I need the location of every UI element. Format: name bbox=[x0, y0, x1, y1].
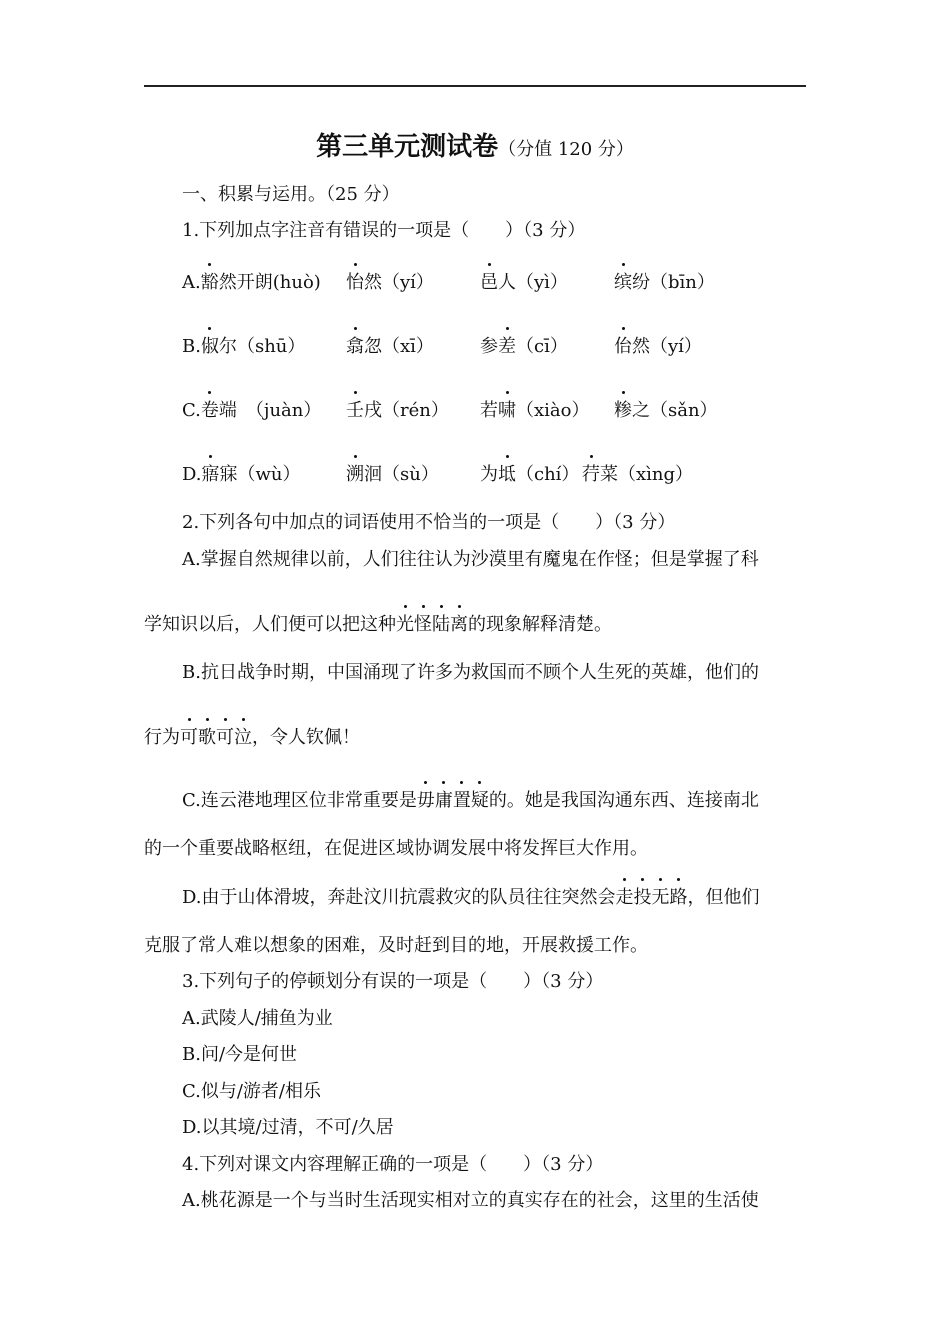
q1-option-c4: 糁之（sǎn） bbox=[614, 400, 718, 421]
q1-option-b2: 翕忽（xī） bbox=[346, 336, 434, 357]
q1-option-a4: 缤纷（bīn） bbox=[614, 272, 715, 293]
q1-option-a3: 邑人（yì） bbox=[480, 272, 568, 293]
q2-stem: 2.下列各句中加点的词语使用不恰当的一项是（ ）（3 分） bbox=[182, 512, 676, 533]
q1-option-c2: 壬戌（rén） bbox=[346, 400, 449, 421]
page-title bbox=[0, 126, 950, 163]
q1-option-b4: 佁然（yí） bbox=[614, 336, 702, 357]
q1-option-a2: 怡然（yí） bbox=[346, 272, 434, 293]
q4-stem: 4.下列对课文内容理解正确的一项是（ ）（3 分） bbox=[182, 1154, 604, 1175]
q2-option-c-line1: C.连云港地理区位非常重要是毋庸置疑的。她是我国沟通东西、连接南北 bbox=[182, 790, 759, 811]
q2-option-c-line2: 的一个重要战略枢纽，在促进区域协调发展中将发挥巨大作用。 bbox=[144, 838, 648, 859]
q1-option-d3: 为坻（chí） bbox=[480, 464, 580, 485]
q3-stem: 3.下列句子的停顿划分有误的一项是（ ）（3 分） bbox=[182, 971, 604, 992]
q1-option-a1: A.豁然开朗(huò) bbox=[182, 272, 321, 293]
emphasized-word: 毋庸置疑 bbox=[416, 790, 489, 811]
q3-option-a: A.武陵人/捕鱼为业 bbox=[182, 1008, 333, 1029]
title-score: （分值 120 分） bbox=[498, 139, 634, 160]
q2-option-a-line2: 学知识以后，人们便可以把这种光怪陆离的现象解释清楚。 bbox=[144, 614, 612, 635]
title-main: 第三单元测试卷 bbox=[316, 132, 499, 162]
q2-option-d-line1: D.由于山体滑坡，奔赴汶川抗震救灾的队员往往突然会走投无路，但他们 bbox=[182, 887, 760, 908]
q1-option-d4: 荇菜（xìng） bbox=[582, 464, 694, 485]
q1-option-c1: C.卷端 （juàn） bbox=[182, 400, 322, 421]
emphasized-word: 走投无路 bbox=[615, 887, 688, 908]
q1-option-b3: 参差（cī） bbox=[480, 336, 568, 357]
q1-stem: 1.下列加点字注音有错误的一项是（ ）（3 分） bbox=[182, 220, 586, 241]
q4-option-a: A.桃花源是一个与当时生活现实相对立的真实存在的社会，这里的生活使 bbox=[182, 1190, 759, 1211]
q2-option-b-line1: B.抗日战争时期，中国涌现了许多为救国而不顾个人生死的英雄，他们的 bbox=[182, 662, 759, 683]
q3-option-c: C.似与/游者/相乐 bbox=[182, 1081, 321, 1102]
q1-option-d1: D.寤寐（wù） bbox=[182, 464, 301, 485]
section-heading: 一、积累与运用。（25 分） bbox=[182, 184, 400, 205]
emphasized-word: 光怪陆离 bbox=[396, 614, 468, 635]
q2-option-a-line1: A.掌握自然规律以前，人们往往认为沙漠里有魔鬼在作怪；但是掌握了科 bbox=[182, 549, 759, 570]
q1-option-b1: B.俶尔（shū） bbox=[182, 336, 306, 357]
q3-option-d: D.以其境/过清，不可/久居 bbox=[182, 1117, 394, 1138]
q1-option-c3: 若啸（xiào） bbox=[480, 400, 590, 421]
emphasized-word: 可歌可泣 bbox=[180, 727, 252, 748]
q2-option-b-line2: 行为可歌可泣，令人钦佩！ bbox=[144, 727, 360, 748]
q3-option-b: B.问/今是何世 bbox=[182, 1044, 298, 1065]
header-rule bbox=[144, 85, 806, 87]
q1-option-d2: 溯洄（sù） bbox=[346, 464, 439, 485]
q2-option-d-line2: 克服了常人难以想象的困难，及时赶到目的地，开展救援工作。 bbox=[144, 935, 648, 956]
